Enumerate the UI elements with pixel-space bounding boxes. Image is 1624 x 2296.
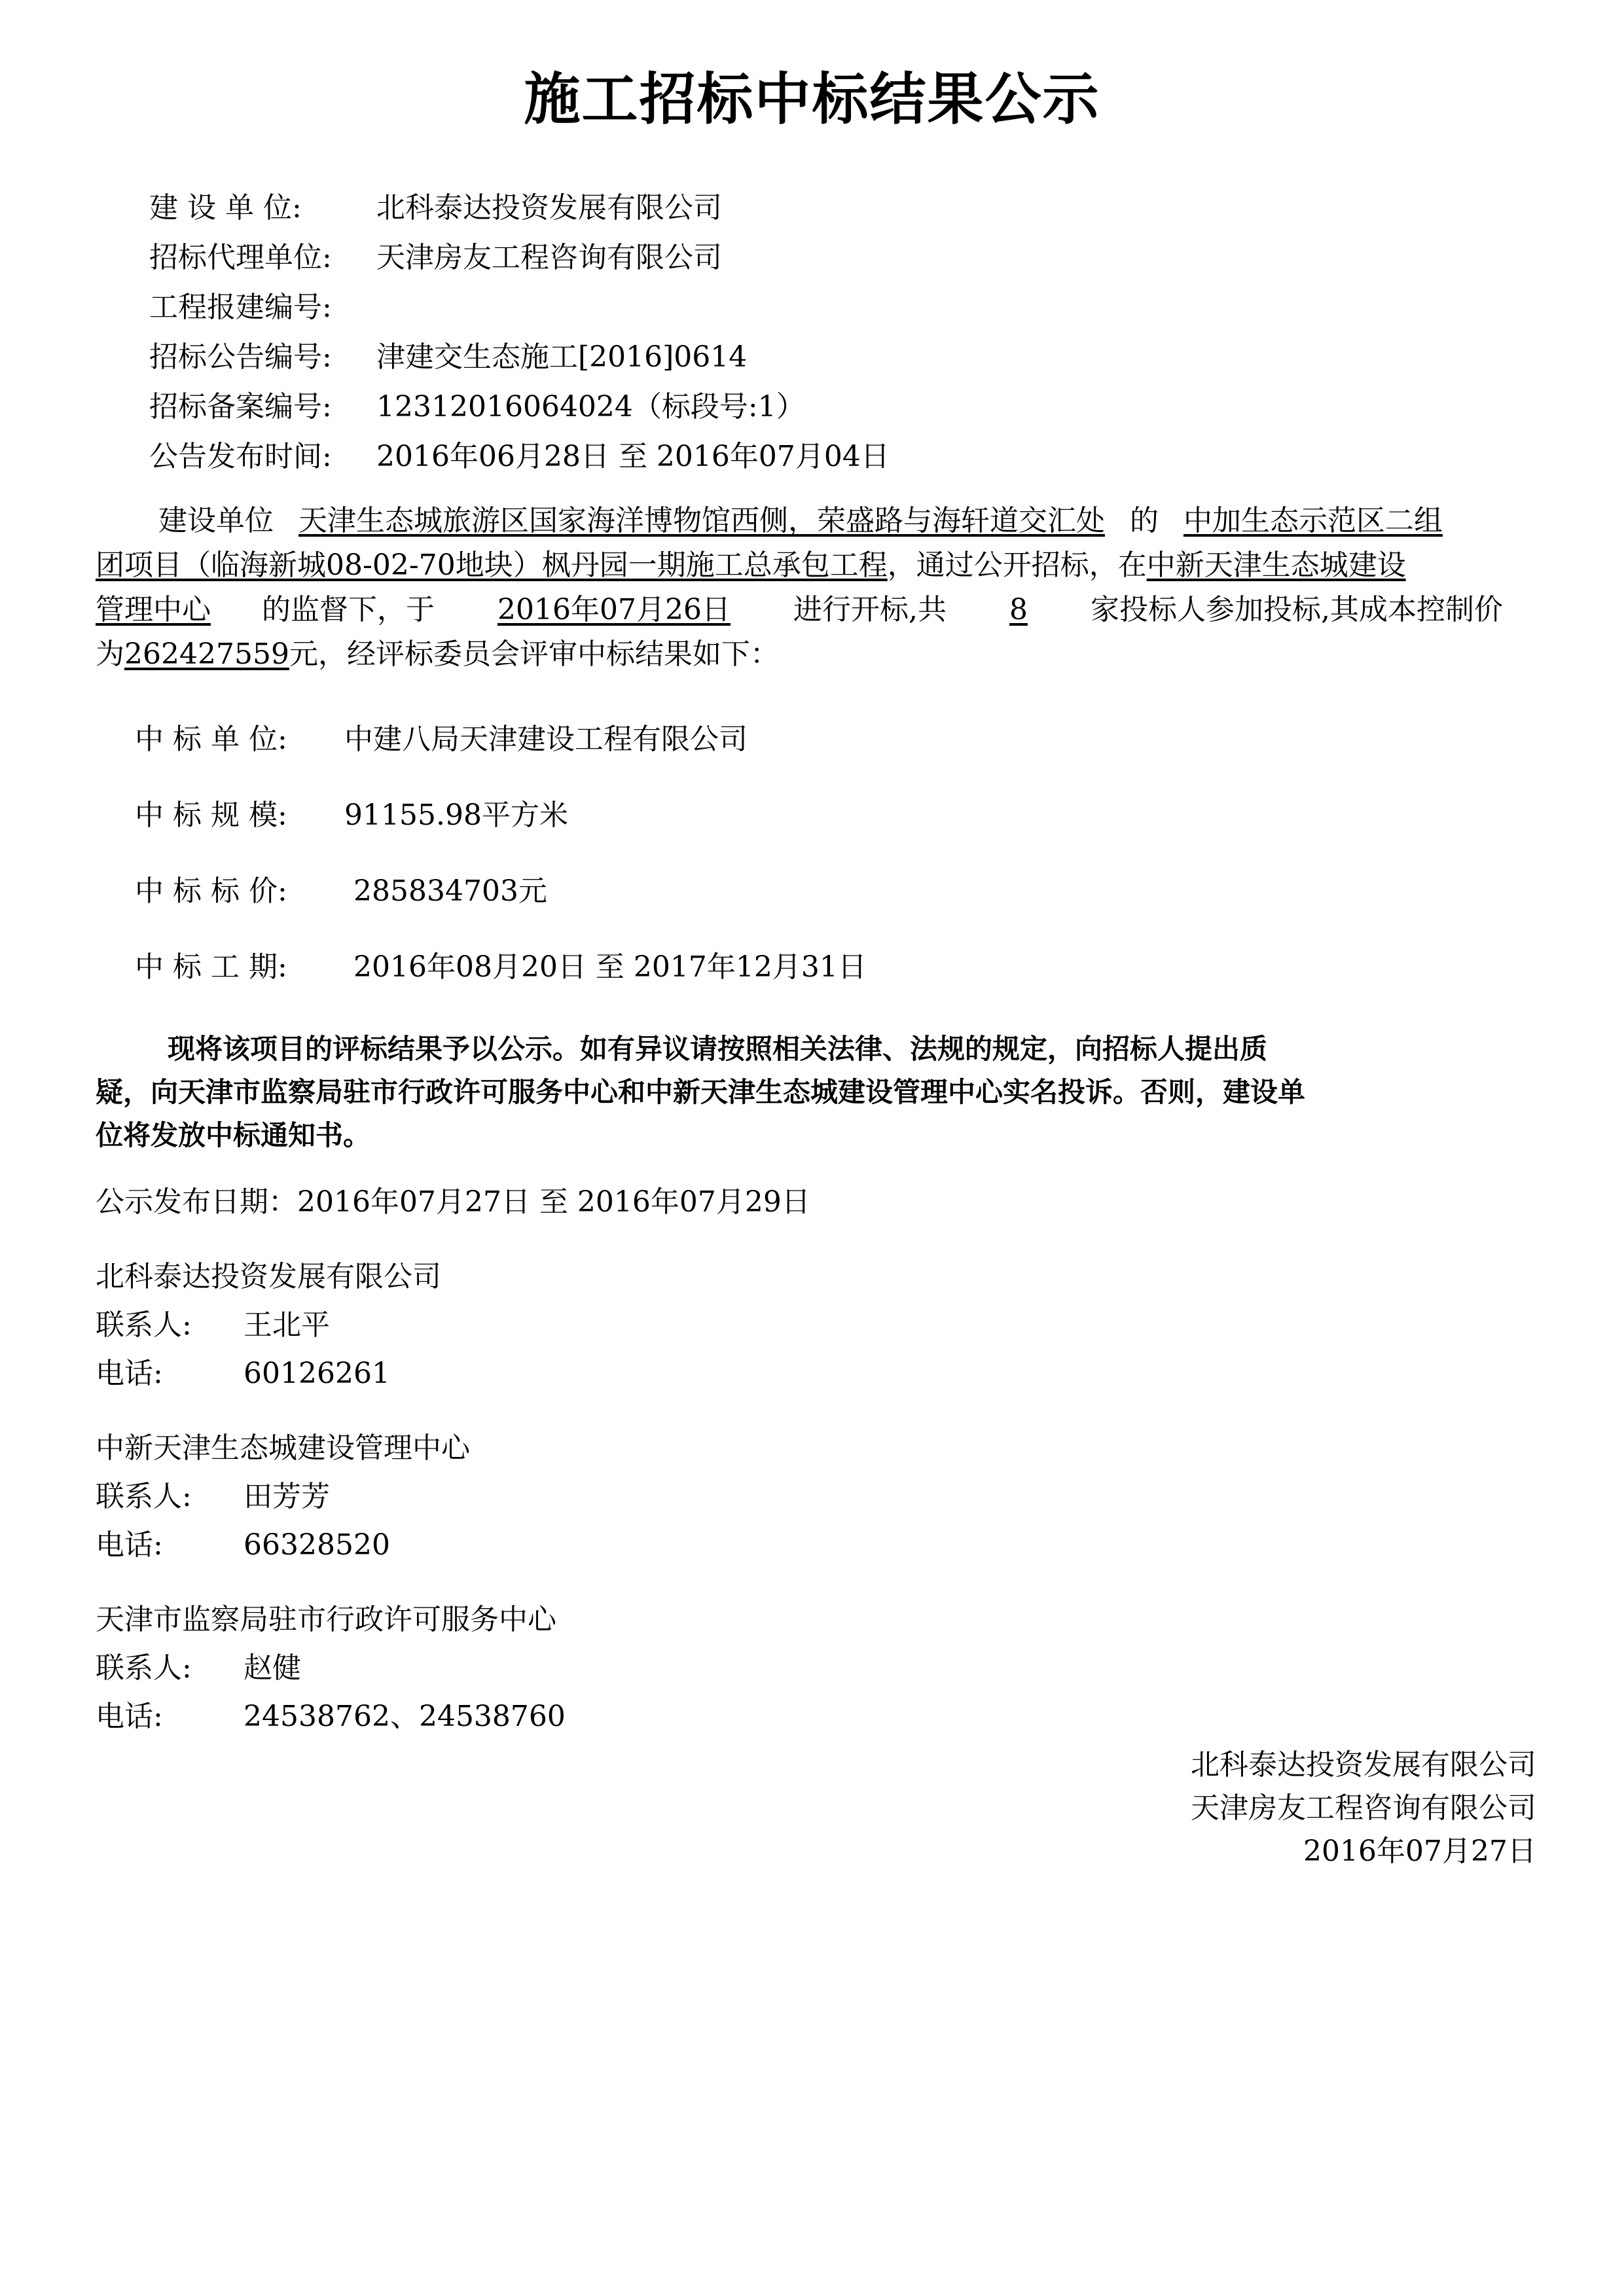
under-text: 的监督下，于 xyxy=(262,593,435,626)
signature-org: 天津房友工程咨询有限公司 xyxy=(1191,1791,1536,1825)
contact-phone: 24538762、24538760 xyxy=(244,1700,566,1733)
info-value: 2016年06月28日 至 2016年07月04日 xyxy=(376,440,890,473)
de-text: 的 xyxy=(1130,504,1159,537)
contacts-section xyxy=(96,1253,566,1767)
paragraph-line xyxy=(96,632,1572,677)
contact-person-row xyxy=(96,1644,566,1693)
result-label: 中 标 单 位: xyxy=(135,723,287,756)
price-prefix: 为 xyxy=(96,637,124,671)
contact-person-label: 联系人: xyxy=(96,1480,192,1513)
opening-text: 进行开标,共 xyxy=(793,593,947,626)
opening-date: 2016年07月26日 xyxy=(497,593,731,626)
result-label: 中 标 工 期: xyxy=(135,950,287,984)
page-title: 施工招标中标结果公示 xyxy=(524,67,1100,132)
contact-person-row xyxy=(96,1301,566,1350)
info-value: 津建交生态施工[2016]0614 xyxy=(376,340,748,374)
result-value: 2016年08月20日 至 2017年12月31日 xyxy=(344,950,867,984)
paragraph-suffix: 元，经评标委员会评审中标结果如下： xyxy=(289,637,779,671)
contact-person: 赵健 xyxy=(244,1651,301,1685)
project-location: 天津生态城旅游区国家海洋博物馆西侧，荣盛路与海轩道交汇处 xyxy=(298,504,1105,537)
contact-person-row xyxy=(96,1473,566,1521)
objection-notice-paragraph xyxy=(96,1028,1572,1157)
cost-control-price: 262427559 xyxy=(124,637,289,671)
contact-person-label: 联系人: xyxy=(96,1308,192,1342)
contact-phone-row xyxy=(96,1521,566,1570)
paragraph-line xyxy=(96,588,1572,632)
publication-date: 公示发布日期：2016年07月27日 至 2016年07月29日 xyxy=(96,1185,810,1219)
contact-phone-label: 电话: xyxy=(96,1700,163,1733)
contact-person: 王北平 xyxy=(244,1308,330,1342)
project-name-part1: 中加生态示范区二组 xyxy=(1183,504,1443,537)
contact-org: 北科泰达投资发展有限公司 xyxy=(96,1260,441,1293)
contact-org: 天津市监察局驻市行政许可服务中心 xyxy=(96,1603,556,1636)
project-info xyxy=(149,183,890,482)
bidder-count: 8 xyxy=(1009,593,1028,626)
notice-text: 位将发放中标通知书。 xyxy=(96,1119,371,1151)
signature-block xyxy=(1191,1744,1536,1873)
info-row-builder xyxy=(149,183,890,233)
contact-phone: 60126261 xyxy=(244,1357,390,1390)
contact-org: 中新天津生态城建设管理中心 xyxy=(96,1431,470,1465)
paragraph-line xyxy=(96,499,1572,543)
info-row-registration-no xyxy=(149,283,890,332)
contact-block xyxy=(96,1424,566,1570)
contact-phone: 66328520 xyxy=(244,1528,390,1562)
info-row-announcement-period xyxy=(149,432,890,482)
contact-block xyxy=(96,1253,566,1398)
info-label: 招标公告编号: xyxy=(149,340,332,374)
result-value: 中建八局天津建设工程有限公司 xyxy=(344,723,748,756)
result-value: 91155.98平方米 xyxy=(344,798,568,832)
bid-description-paragraph xyxy=(96,499,1572,677)
contact-phone-label: 电话: xyxy=(96,1528,163,1562)
contact-person: 田芳芳 xyxy=(244,1480,330,1513)
info-label: 工程报建编号: xyxy=(149,291,332,324)
result-label: 中 标 标 价: xyxy=(135,874,287,908)
bidders-text: 家投标人参加投标,其成本控制价 xyxy=(1090,593,1503,626)
signature-org: 北科泰达投资发展有限公司 xyxy=(1191,1748,1536,1782)
result-row-price xyxy=(135,872,867,948)
paragraph-line xyxy=(96,1114,1572,1157)
result-value: 285834703元 xyxy=(344,874,547,908)
supervisor-part2: 管理中心 xyxy=(96,593,211,626)
supervisor-part1: 中新天津生态城建设 xyxy=(1146,548,1406,582)
info-row-announcement-no xyxy=(149,332,890,382)
result-row-winner xyxy=(135,720,867,796)
notice-text: 疑，向天津市监察局驻市行政许可服务中心和中新天津生态城建设管理中心实名投诉。否则，建设单 xyxy=(96,1076,1306,1108)
contact-person-label: 联系人: xyxy=(96,1651,192,1685)
via-text: ，通过公开招标，在 xyxy=(887,548,1147,582)
builder-prefix: 建设单位 xyxy=(158,504,274,537)
contact-phone-row xyxy=(96,1693,566,1741)
info-label: 招标备案编号: xyxy=(149,390,332,423)
project-name-part2: 团项目（临海新城08-02-70地块）枫丹园一期施工总承包工程 xyxy=(96,548,888,582)
info-value: 天津房友工程咨询有限公司 xyxy=(376,241,722,274)
result-label: 中 标 规 模: xyxy=(135,798,287,832)
contact-block xyxy=(96,1596,566,1741)
contact-phone-label: 电话: xyxy=(96,1357,163,1390)
info-row-filing-no xyxy=(149,382,890,432)
info-label: 公告发布时间: xyxy=(149,440,332,473)
result-row-scale xyxy=(135,796,867,872)
notice-text: 现将该项目的评标结果予以公示。如有异议请按照相关法律、法规的规定，向招标人提出质 xyxy=(168,1033,1268,1065)
bid-result xyxy=(135,720,867,1024)
info-value: 北科泰达投资发展有限公司 xyxy=(376,191,722,224)
info-row-agent xyxy=(149,233,890,283)
paragraph-line xyxy=(96,1071,1572,1114)
paragraph-line xyxy=(96,1028,1572,1071)
info-label: 招标代理单位: xyxy=(149,241,332,274)
info-label: 建 设 单 位: xyxy=(149,191,302,224)
signature-date: 2016年07月27日 xyxy=(1303,1835,1536,1868)
info-value: 12312016064024（标段号:1） xyxy=(376,390,805,423)
contact-phone-row xyxy=(96,1350,566,1398)
paragraph-line xyxy=(96,543,1572,588)
result-row-duration xyxy=(135,948,867,1024)
